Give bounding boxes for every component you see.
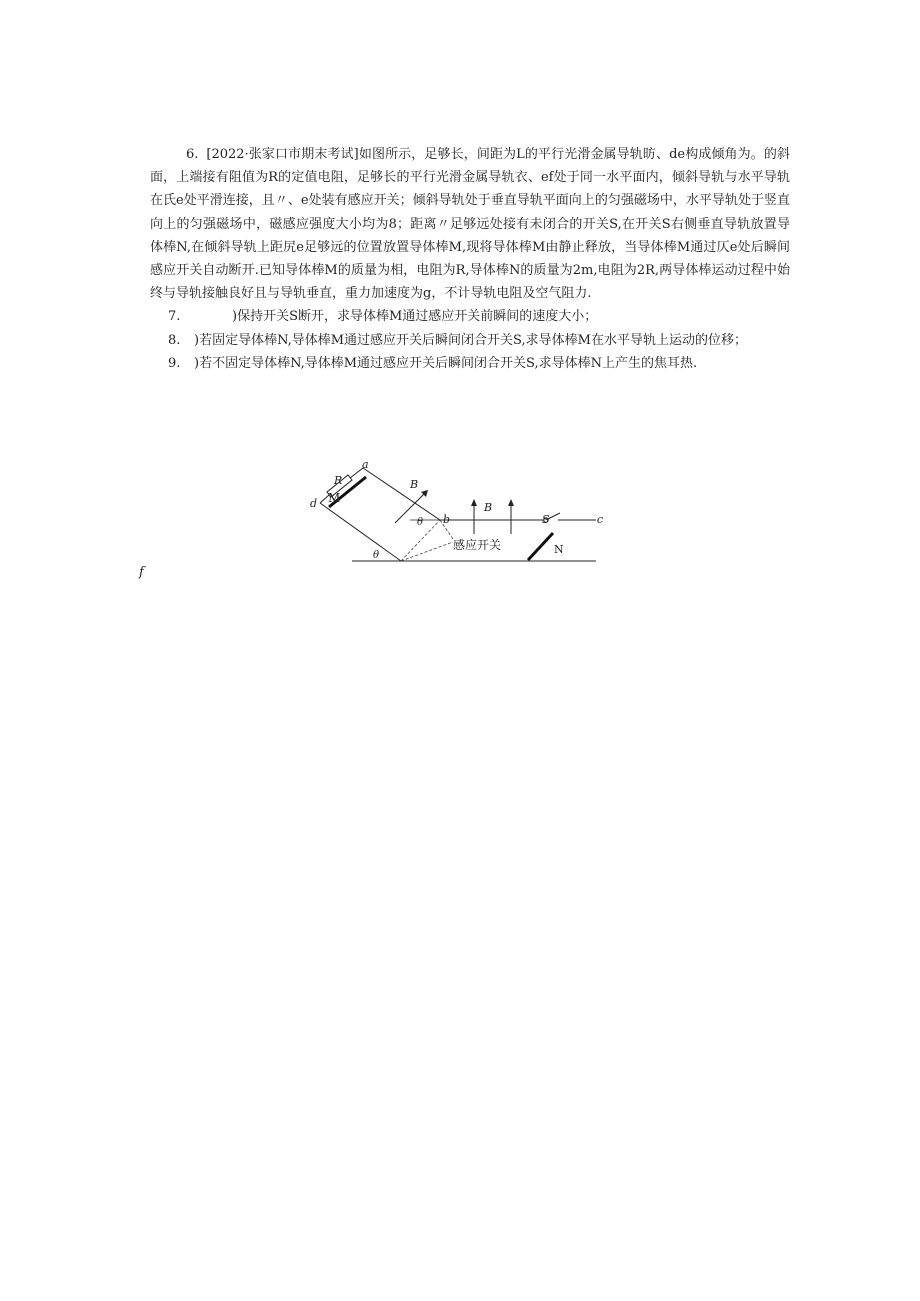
question-text: )保持开关S断开，求导体棒M通过感应开关前瞬间的速度大小； bbox=[232, 309, 598, 325]
label-b-vertical: B bbox=[484, 501, 493, 514]
question-2 bbox=[150, 329, 790, 352]
incline-rail-lower bbox=[320, 503, 401, 561]
question-number: 9. bbox=[168, 355, 181, 371]
problem-body: [2022·张家口市期末考试]如图所示，足够长，间距为L的平行光滑金属导轨昉、de构成倾角为。的斜面，上端接有阻值为R的定值电阻，足够长的平行光滑金属导轨衣、ef处于同一水平面内，倾斜导轨与水平导轨在氏e处平滑连接，且〃、e处装有感应开关；倾斜导轨处于垂直导轨平面向上的匀强磁场中，水平导轨处于竖直向上的匀强磁场中，磁感应强度大小均为8；距离〃足够远处接有未闭合的开关S,在开关S右侧垂直导轨放置导体棒N,在倾斜导轨上距尻e足够远的位置放置导体棒M,现将导体棒M由静止释放，当导体棒M通过仄e处后瞬间感应开关自动断开.已知导体棒M的质量为相，电阻为R,导体棒N的质量为2m,电阻为2R,两导体棒运动过程中始终与导轨接触良好且与导轨垂直，重力加速度为g，不计导轨电阻及空气阻力. bbox=[150, 147, 790, 302]
rod-n bbox=[528, 533, 553, 560]
stray-mark-f: f bbox=[139, 565, 144, 580]
arrow-up-icon bbox=[471, 499, 477, 506]
label-s: S bbox=[542, 513, 550, 526]
label-theta-d: θ bbox=[373, 550, 380, 561]
incline-rail-upper bbox=[363, 468, 440, 520]
rail-diagram bbox=[306, 458, 603, 565]
question-number: 8. bbox=[168, 332, 181, 348]
label-c: c bbox=[596, 513, 603, 526]
problem-text bbox=[150, 143, 790, 375]
label-theta-b: θ bbox=[417, 517, 424, 528]
question-text: )若固定导体棒N,导体棒M通过感应开关后瞬间闭合开关S,求导体棒M在水平导轨上运动的位移； bbox=[194, 332, 747, 348]
label-d: d bbox=[310, 497, 318, 510]
label-sensor-switch: 感应开关 bbox=[453, 538, 502, 552]
problem-number: 6. bbox=[186, 147, 199, 162]
label-b-point: b bbox=[443, 513, 451, 526]
sensor-dash-line-2 bbox=[401, 542, 453, 561]
switch-blade bbox=[548, 513, 560, 519]
question-1 bbox=[150, 305, 790, 328]
arrow-up-icon bbox=[508, 499, 514, 506]
question-text: )若不固定导体棒N,导体棒M通过感应开关后瞬间闭合开关S,求导体棒N上产生的焦耳热. bbox=[194, 355, 698, 371]
label-m: M bbox=[328, 491, 341, 505]
question-number: 7. bbox=[168, 309, 181, 325]
question-3 bbox=[150, 352, 790, 375]
label-n: N bbox=[554, 543, 564, 556]
label-b-incline: B bbox=[410, 478, 419, 491]
problem-statement bbox=[150, 143, 790, 305]
label-a: a bbox=[362, 458, 369, 471]
label-r: R bbox=[334, 474, 343, 487]
rail-diagram-svg bbox=[306, 458, 603, 565]
